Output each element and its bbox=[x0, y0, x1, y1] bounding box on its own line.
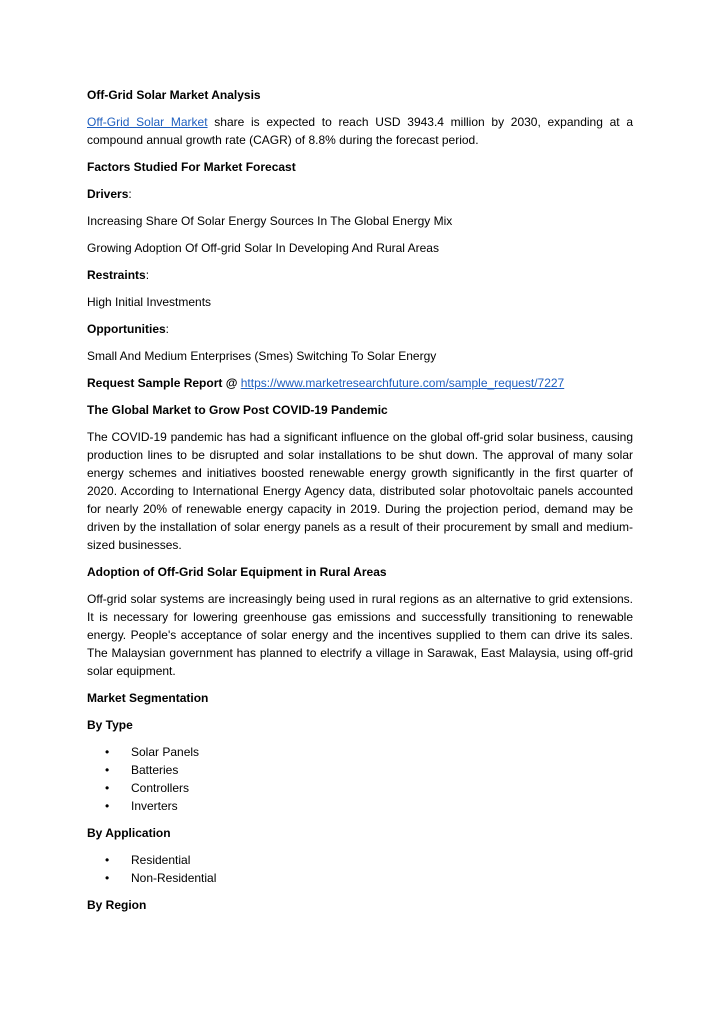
drivers-colon: : bbox=[128, 187, 132, 201]
opportunities-label: Opportunities bbox=[87, 322, 166, 336]
bullet-icon: • bbox=[105, 871, 110, 885]
opportunities-colon: : bbox=[165, 322, 170, 336]
list-item-label: Controllers bbox=[131, 781, 190, 795]
sample-request-line bbox=[87, 374, 633, 392]
by-application-list bbox=[87, 851, 633, 887]
list-item bbox=[87, 761, 633, 779]
document-title: Off-Grid Solar Market Analysis bbox=[87, 88, 261, 102]
restraint-item: High Initial Investments bbox=[87, 295, 212, 309]
drivers-heading bbox=[87, 185, 633, 203]
bullet-icon: • bbox=[105, 799, 110, 813]
list-item-label: Solar Panels bbox=[131, 745, 200, 759]
by-type-list bbox=[87, 743, 633, 815]
bullet-icon: • bbox=[105, 781, 110, 795]
market-link[interactable]: Off-Grid Solar Market bbox=[87, 115, 208, 129]
list-item-label: Non-Residential bbox=[131, 871, 217, 885]
sample-request-label: Request Sample Report @ bbox=[87, 376, 241, 390]
segmentation-heading: Market Segmentation bbox=[87, 691, 209, 705]
document-page bbox=[87, 86, 633, 923]
restraints-label: Restraints bbox=[87, 268, 146, 282]
by-region-heading: By Region bbox=[87, 898, 147, 912]
list-item bbox=[87, 743, 633, 761]
list-item bbox=[87, 851, 633, 869]
list-item bbox=[87, 869, 633, 887]
restraints-colon: : bbox=[145, 268, 150, 282]
adoption-paragraph: Off-grid solar systems are increasingly being used in rural regions as an alternative to grid extensions. It is necessary for lowering greenhouse gas emissions and successfully transitioning to renewable energy. People's acceptance of solar energy and the incentives supplied to them can drive its sales. The Malaysian government has planned to electrify a village in Sarawak, East Malaysia, using off-grid solar equipment. bbox=[87, 592, 633, 678]
by-application-heading: By Application bbox=[87, 826, 171, 840]
list-item bbox=[87, 797, 633, 815]
covid-paragraph: The COVID-19 pandemic has had a significant influence on the global off-grid solar business, causing production lines to be disrupted and solar installations to be shut down. The approval of many solar energy schemes and initiatives boosted renewable energy growth significantly in the first quarter of 2020. According to International Energy Agency data, distributed solar photovoltaic panels accounted for nearly 20% of renewable energy capacity in 2019. During the projection period, demand may be driven by the installation of solar energy panels as a result of their procurement by small and medium-sized businesses. bbox=[87, 430, 633, 552]
by-type-heading: By Type bbox=[87, 718, 133, 732]
intro-text: share is expected to reach USD 3943.4 million by 2030, expanding at a compound annual growth rate (CAGR) of 8.8% during the forecast period. bbox=[87, 115, 633, 147]
list-item bbox=[87, 779, 633, 797]
bullet-icon: • bbox=[105, 853, 110, 867]
opportunities-heading bbox=[87, 320, 633, 338]
list-item-label: Inverters bbox=[131, 799, 178, 813]
list-item-label: Batteries bbox=[131, 763, 179, 777]
intro-paragraph bbox=[87, 113, 633, 149]
sample-request-link[interactable]: https://www.marketresearchfuture.com/sample_request/7227 bbox=[240, 376, 565, 390]
bullet-icon: • bbox=[105, 763, 110, 777]
drivers-label: Drivers bbox=[87, 187, 129, 201]
covid-heading: The Global Market to Grow Post COVID-19 Pandemic bbox=[87, 403, 388, 417]
restraints-heading bbox=[87, 266, 633, 284]
list-item-label: Residential bbox=[131, 853, 191, 867]
driver-item: Increasing Share Of Solar Energy Sources In The Global Energy Mix bbox=[87, 214, 453, 228]
driver-item: Growing Adoption Of Off-grid Solar In Developing And Rural Areas bbox=[87, 241, 439, 255]
adoption-heading: Adoption of Off-Grid Solar Equipment in Rural Areas bbox=[87, 565, 387, 579]
bullet-icon: • bbox=[105, 745, 110, 759]
factors-heading: Factors Studied For Market Forecast bbox=[87, 160, 296, 174]
opportunity-item: Small And Medium Enterprises (Smes) Switching To Solar Energy bbox=[87, 349, 437, 363]
